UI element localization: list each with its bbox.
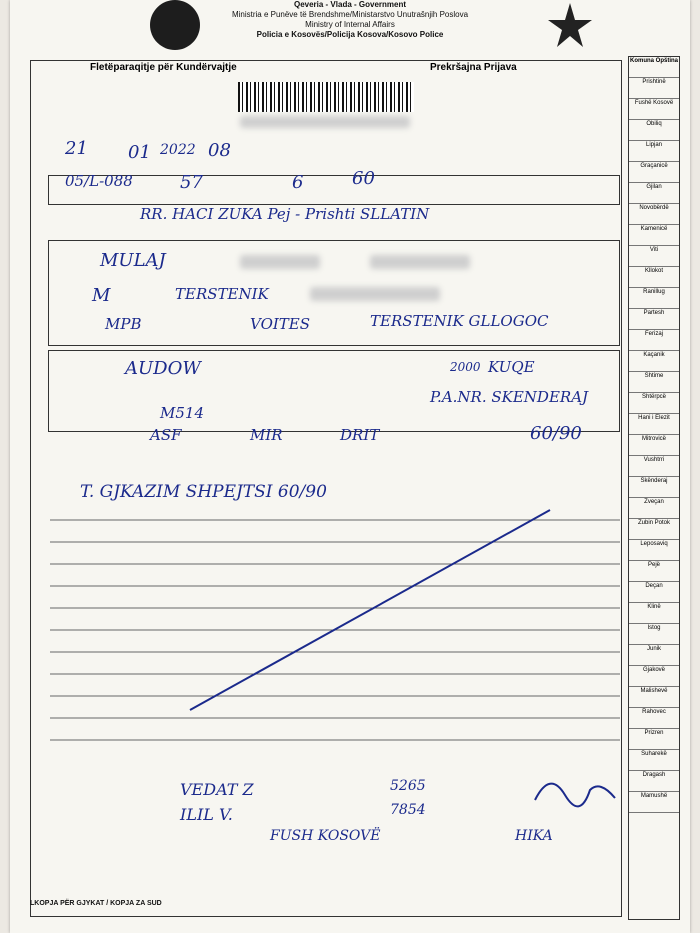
weather: MIR: [250, 426, 283, 444]
date-year: 2022: [160, 142, 196, 158]
municipality-cell: Rahovec: [629, 708, 679, 729]
unit: HIKA: [515, 828, 553, 844]
municipality-cell: Partesh: [629, 309, 679, 330]
issued-by: MPB: [105, 315, 142, 333]
municipality-cell: Kamenicë: [629, 225, 679, 246]
signature: [530, 770, 620, 820]
fine-value: 60: [352, 168, 375, 189]
law-ref: 05/L-088: [65, 172, 133, 190]
offense-description: T. GJKAZIM SHPEJTSI 60/90: [80, 482, 327, 502]
badge-2: 7854: [390, 802, 426, 818]
municipality-cell: Komuna Opština: [629, 57, 679, 78]
municipality-cell: Mitrovicë: [629, 435, 679, 456]
vehicle-make: AUDOW: [125, 358, 201, 379]
date-month: 01: [128, 142, 151, 163]
surname: MULAJ: [100, 250, 166, 271]
speed-limit: 60/90: [530, 423, 582, 444]
vehicle-year: 2000: [450, 360, 481, 374]
description-lines: [50, 500, 620, 780]
station: FUSH KOSOVË: [270, 828, 381, 844]
municipality-cell: Leposaviq: [629, 540, 679, 561]
municipality-cell: Malishevë: [629, 687, 679, 708]
officer-1: VEDAT Z: [180, 780, 254, 799]
owner-address: P.A.NR. SKENDERAJ: [430, 388, 589, 406]
municipality-cell: Novobërdë: [629, 204, 679, 225]
police-line: Policia e Kosovës/Policija Kosova/Kosovo Police: [256, 30, 444, 39]
municipality-cell: Vushtrri: [629, 456, 679, 477]
title-left: Fletëparaqitje për Kundërvajtje: [90, 62, 237, 73]
municipality-cell: Graçanicë: [629, 162, 679, 183]
law-box: [48, 175, 620, 205]
municipality-cell: Gjakovë: [629, 666, 679, 687]
municipality-cell: Kaçanik: [629, 351, 679, 372]
municipality-cell: Ranillug: [629, 288, 679, 309]
footer-copy: LKOPJA PËR GJYKAT / KOPJA ZA SUD: [30, 900, 162, 907]
time-value: 08: [208, 140, 231, 161]
offense-place: RR. HACI ZUKA Pej - Prishti SLLATIN: [140, 205, 430, 223]
redacted-personal-no: [310, 287, 440, 301]
municipality-cell: Istog: [629, 624, 679, 645]
article-value: 57: [180, 172, 203, 193]
ministry-line: Ministria e Punëve të Brendshme/Ministarstvo Unutrašnjih Poslova: [231, 10, 469, 19]
municipality-cell: Dragash: [629, 771, 679, 792]
municipality-cell: Obiliq: [629, 120, 679, 141]
residence: VOITES: [250, 315, 311, 333]
redacted-parent: [370, 255, 470, 269]
municipality-cell: Junik: [629, 645, 679, 666]
ministry-en-line: Ministry of Internal Affairs: [305, 20, 395, 29]
municipality-cell: Pejë: [629, 561, 679, 582]
municipality-cell: Skënderaj: [629, 477, 679, 498]
gender: M: [92, 285, 111, 306]
officer-2: ILIL V.: [180, 805, 233, 824]
address: TERSTENIK GLLOGOC: [370, 312, 549, 330]
municipality-column: [628, 56, 680, 920]
kosovo-emblem-icon: [150, 0, 200, 50]
police-star-icon: [545, 0, 595, 50]
municipality-cell: Prizren: [629, 729, 679, 750]
municipality-cell: Klinë: [629, 603, 679, 624]
badge-1: 5265: [390, 778, 426, 794]
barcode: [238, 82, 414, 112]
municipality-cell: Suharekë: [629, 750, 679, 771]
paragraph-value: 6: [292, 172, 304, 193]
gov-line: Qeveria - Vlada - Government: [293, 0, 407, 9]
redacted-id: [240, 116, 410, 128]
municipality-cell: Kllokot: [629, 267, 679, 288]
municipality-cell: Hani i Elezit: [629, 414, 679, 435]
municipality-cell: Prishtinë: [629, 78, 679, 99]
title-right: Prekršajna Prijava: [430, 62, 517, 73]
redacted-name: [240, 255, 320, 269]
road-surface: ASF: [150, 426, 182, 444]
date-day: 21: [65, 138, 88, 159]
document-page: [10, 0, 690, 933]
daylight: DRIT: [340, 426, 380, 444]
municipality-cell: Ferizaj: [629, 330, 679, 351]
vin-tail: M514: [160, 404, 204, 422]
municipality-cell: Deçan: [629, 582, 679, 603]
municipality-cell: Zubin Potok: [629, 519, 679, 540]
form-title-row: [30, 62, 620, 76]
municipality-cell: Fushë Kosovë: [629, 99, 679, 120]
municipality-cell: Lipjan: [629, 141, 679, 162]
municipality-cell: Shtime: [629, 372, 679, 393]
municipality-cell: Zveçan: [629, 498, 679, 519]
municipality-cell: Gjilan: [629, 183, 679, 204]
municipality-cell: Shtërpcë: [629, 393, 679, 414]
municipality-cell: Mamushë: [629, 792, 679, 813]
birth-place: TERSTENIK: [175, 285, 269, 303]
municipality-cell: Viti: [629, 246, 679, 267]
vehicle-color: KUQE: [488, 358, 535, 376]
